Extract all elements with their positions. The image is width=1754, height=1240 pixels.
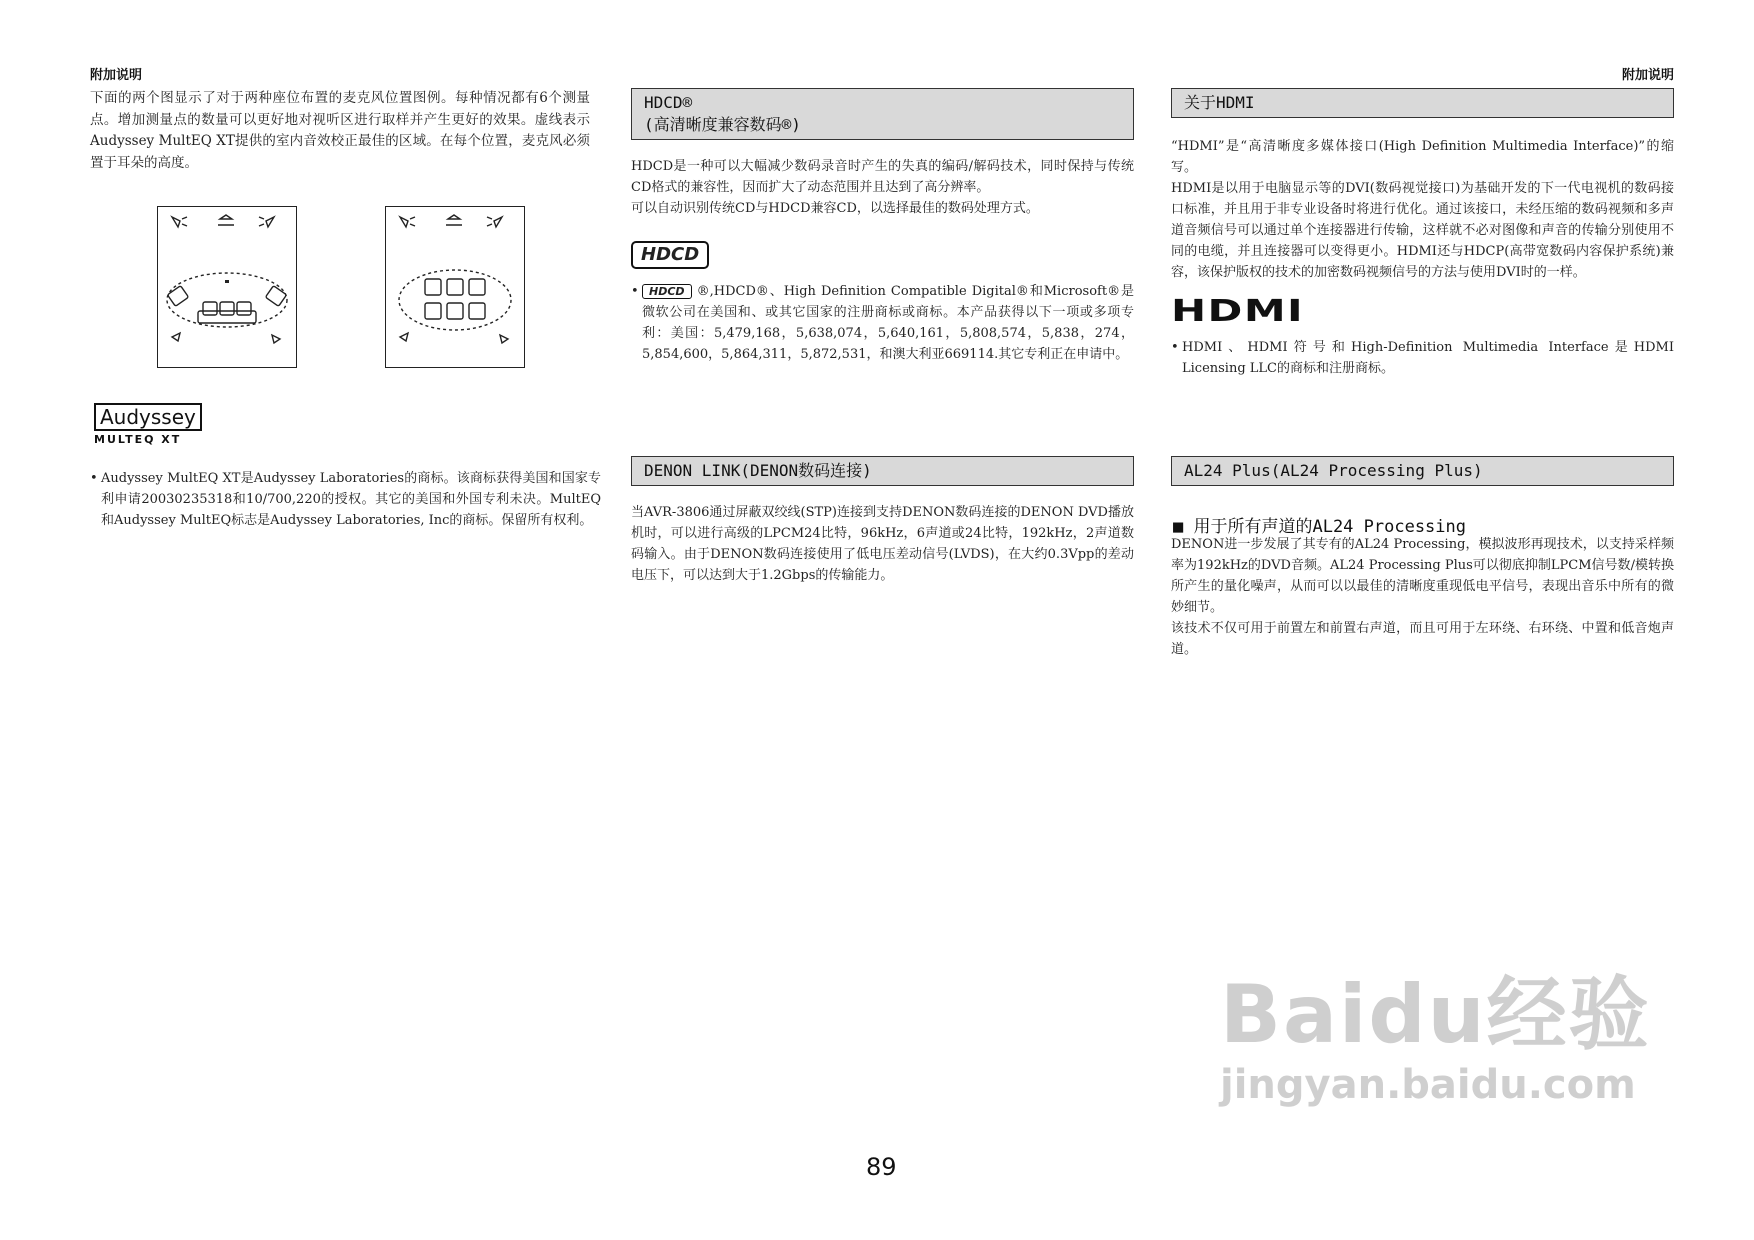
hdcd-title-line2: (高清晰度兼容数码®) (644, 115, 801, 134)
hdmi-section-title: 关于HDMI (1171, 88, 1674, 118)
header-left: 附加说明 (90, 68, 143, 83)
al24-subtitle: ■ 用于所有声道的AL24 Processing (1173, 517, 1466, 537)
al24-body: DENON进一步发展了其专有的AL24 Processing，模拟波形再现技术，以支持采样频率为192kHz的DVD音频。AL24 Processing Plus可以彻底抑制LPCM信号数/模转换所产生的量化噪声，从而可以以最佳的清晰度重现低电平信号，表现出音乐中所有的微妙细节。 该技术不仅可用于前置左和前置右声道，而且可用于左环绕、右环绕、中置和低音炮声道。 (1171, 537, 1674, 657)
audyssey-trademark-note: • Audyssey MultEQ XT是Audyssey Laboratories的商标。该商标获得美国和国家专利申请20030235318和10/700,220的授权。其它的美国和外国专利未决。MultEQ和Audyssey MultEQ标志是Audyssey Laboratories, Inc的商标。保留所有权利。 (90, 468, 601, 531)
denon-link-body: 当AVR-3806通过屏蔽双绞线(STP)连接到支持DENON数码连接的DENON DVD播放机时，可以进行高级的LPCM24比特，96kHz，6声道或24比特，192kHz，2声道数码输入。由于DENON数码连接使用了低电压差动信号(LVDS)，在大约0.3Vpp的差动电压下，可以达到大于1.2Gbps的传输能力。 (631, 505, 1134, 583)
column-hdmi (1171, 88, 1674, 379)
multeq-xt-mark: MULTEQ XT (94, 433, 182, 446)
speaker-layout-left-graphic (158, 207, 296, 367)
hdmi-body: “HDMI”是“高清晰度多媒体接口(High Definition Multimedia Interface)”的缩写。 HDMI是以用于电脑显示等的DVI(数码视觉接口)为基础开发的下一代电视机的数码接口标准，并且用于非专业设备时将进行优化。通过该接口，未经压缩的数码视频和多声道音频信号可以通过单个连接器进行传输，这样就不必对图像和声音的传输分别使用不同的电缆，并且连接器可以变得更小。HDMI还与HDCP(高带宽数码内容保护系统)兼容，该保护版权的技术的加密数码视频信号的方法与使用DVI时的一样。 (1171, 139, 1674, 280)
watermark-line1: Baidu经验 (1220, 968, 1651, 1061)
hdcd-inline-logo: HDCD (642, 284, 692, 299)
hdmi-logo: HDMI (1171, 294, 1305, 329)
page-number: 89 (866, 1153, 897, 1181)
baidu-watermark (1220, 970, 1651, 1110)
column-hdcd (631, 88, 1134, 365)
hdcd-trademark-note (631, 281, 1134, 365)
hdcd-trademark-text: ®,HDCD®、High Definition Compatible Digital®和Microsoft®是微软公司在美国和、或其它国家的注册商标或商标。本产品获得以下一项或多项专利：美国：5,479,168，5,638,074，5,640,161，5,808,574，5,838，274，5,854,600，5,864,311，5,872,531，和澳大利亚669114.其它专利正在申请中。 (642, 284, 1134, 362)
audyssey-logo (94, 403, 202, 446)
hdmi-trademark-note: • HDMI、HDMI符号和High-Definition Multimedia Interface是HDMI Licensing LLC的商标和注册商标。 (1171, 337, 1674, 379)
hdcd-body: HDCD是一种可以大幅减少数码录音时产生的失真的编码/解码技术，同时保持与传统CD格式的兼容性，因而扩大了动态范围并且达到了高分辨率。 可以自动识别传统CD与HDCD兼容CD，以选择最佳的数码处理方式。 (631, 159, 1134, 216)
column-audyssey (90, 88, 590, 174)
al24-section-title: AL24 Plus(AL24 Processing Plus) (1171, 456, 1674, 486)
audyssey-logo-wordmark: Audyssey (94, 403, 202, 431)
speaker-layout-right-graphic (386, 207, 524, 367)
audyssey-intro: 下面的两个图显示了对于两种座位布置的麦克风位置图例。每种情况都有6个测量点。增加测量点的数量可以更好地对视听区进行取样并产生更好的效果。虚线表示Audyssey MultEQ XT提供的室内音效校正最佳的区域。在每个位置，麦克风必须置于耳朵的高度。 (90, 90, 590, 171)
hdcd-title-line1: HDCD® (644, 93, 693, 112)
denon-link-section-title: DENON LINK(DENON数码连接) (631, 456, 1134, 486)
header-right: 附加说明 (1621, 68, 1674, 83)
mic-diagram-left (157, 206, 297, 368)
hdcd-logo: HDCD (631, 241, 709, 269)
mic-diagram-right (385, 206, 525, 368)
hdcd-section-title (631, 88, 1134, 140)
watermark-line2: jingyan.baidu.com (1220, 1062, 1636, 1108)
